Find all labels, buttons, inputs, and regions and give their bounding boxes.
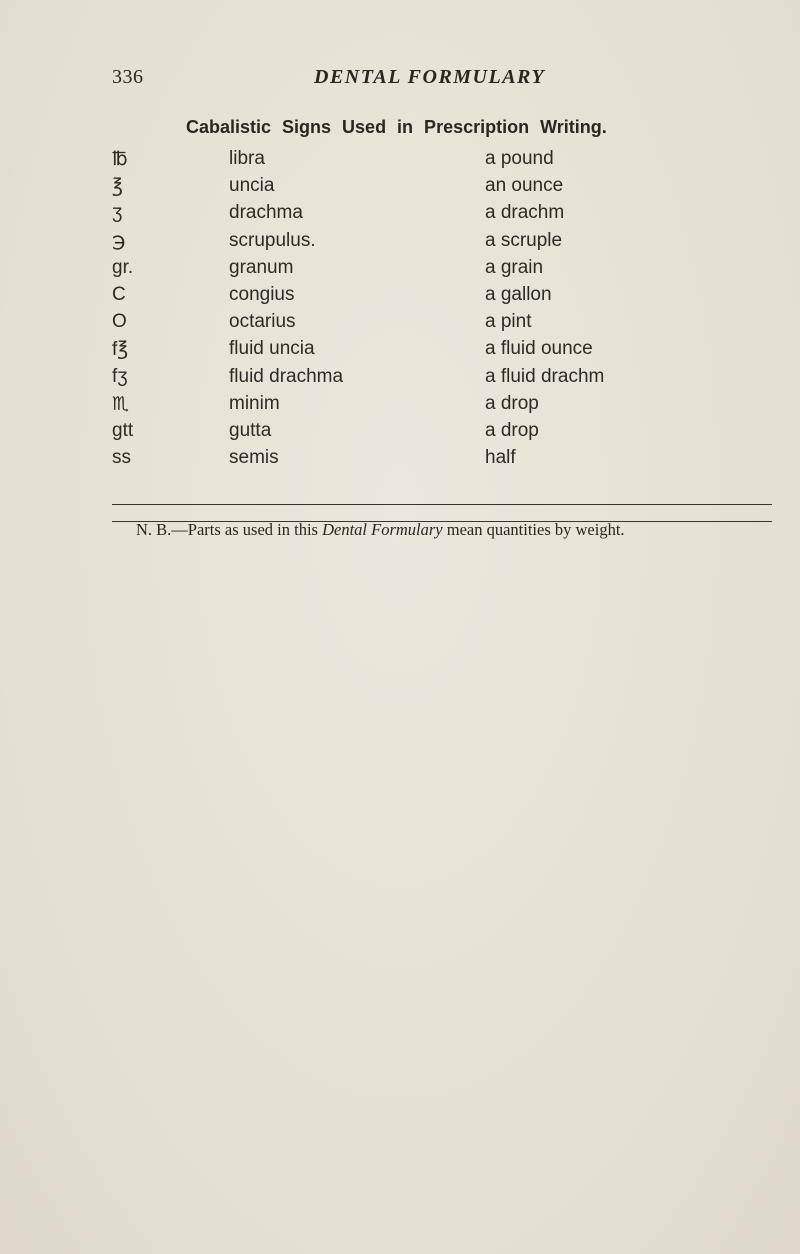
english-cell: a grain <box>485 256 544 278</box>
latin-cell: octarius <box>229 311 296 333</box>
table-row <box>0 175 800 202</box>
sign-cell: ℥ <box>112 176 123 198</box>
latin-cell: gutta <box>229 419 272 441</box>
latin-cell: drachma <box>229 202 303 224</box>
table-row <box>0 420 800 447</box>
table-row <box>0 148 800 175</box>
page-header <box>112 66 772 96</box>
latin-cell: scrupulus. <box>229 229 316 251</box>
table-row <box>0 257 800 284</box>
table-row <box>0 393 800 420</box>
english-cell: a pint <box>485 311 532 333</box>
english-cell: a drop <box>485 419 539 441</box>
latin-cell: minim <box>229 392 280 414</box>
table-row <box>0 202 800 229</box>
table-title: Cabalistic Signs Used in Prescription Writing. <box>186 117 607 137</box>
table-row <box>0 230 800 257</box>
table-row <box>0 338 800 365</box>
table-row <box>0 311 800 338</box>
table-rule-top <box>112 504 772 505</box>
english-cell: a drachm <box>485 202 565 224</box>
sign-cell: f℥ <box>112 339 129 361</box>
english-cell: a scruple <box>485 229 563 251</box>
sign-cell: ss <box>112 447 131 469</box>
latin-cell: congius <box>229 283 295 305</box>
table-row <box>0 366 800 393</box>
table-row <box>0 447 800 474</box>
sign-cell: ℈ <box>112 230 126 252</box>
sign-cell: O <box>112 311 127 333</box>
latin-cell: libra <box>229 148 265 169</box>
sign-cell: fʒ <box>112 365 128 387</box>
english-cell: half <box>485 447 516 469</box>
footnote-suffix: mean quantities by weight. <box>442 520 625 539</box>
sign-cell: ʒ <box>112 202 123 224</box>
english-cell: a pound <box>485 148 554 169</box>
page-number: 336 <box>112 66 144 88</box>
table-row <box>0 284 800 311</box>
english-cell: an ounce <box>485 175 564 197</box>
footnote <box>112 519 772 540</box>
sign-cell: ℔ <box>112 149 128 170</box>
latin-cell: semis <box>229 447 279 469</box>
latin-cell: uncia <box>229 175 275 197</box>
latin-cell: granum <box>229 256 294 278</box>
english-cell: a drop <box>485 392 539 414</box>
english-cell: a fluid ounce <box>485 338 593 360</box>
footnote-prefix: N. B.—Parts as used in this <box>136 520 323 539</box>
sign-cell: C <box>112 283 126 305</box>
running-title: DENTAL FORMULARY <box>314 66 546 88</box>
footnote-italic: Dental Formulary <box>322 520 443 539</box>
english-cell: a gallon <box>485 283 552 305</box>
latin-cell: fluid drachma <box>229 365 344 387</box>
signs-table <box>0 148 800 474</box>
sign-cell: gr. <box>112 256 134 278</box>
latin-cell: fluid uncia <box>229 338 315 360</box>
sign-cell: gtt <box>112 419 134 441</box>
sign-cell: ♏ <box>112 393 130 415</box>
english-cell: a fluid drachm <box>485 365 605 387</box>
